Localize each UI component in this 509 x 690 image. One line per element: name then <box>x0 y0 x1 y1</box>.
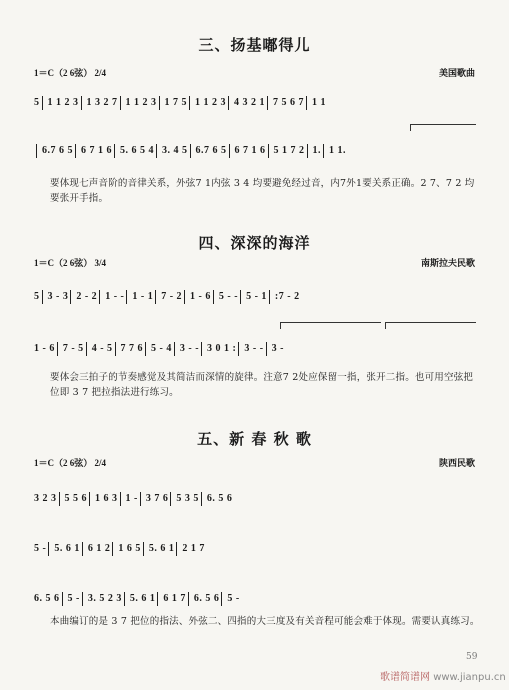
measure: 6 7 1 6 <box>81 145 112 157</box>
measure: 5 - - <box>218 291 239 303</box>
measure: 3 7 6 <box>145 493 169 505</box>
barline <box>201 492 202 506</box>
barline <box>306 96 307 110</box>
key-signature <box>34 256 106 269</box>
volta-bracket <box>280 322 381 329</box>
barline <box>42 290 43 304</box>
barline <box>323 144 324 158</box>
barline <box>267 96 268 110</box>
key-signature <box>34 66 106 79</box>
barline <box>75 144 76 158</box>
measure: 1 6 3 <box>95 493 118 505</box>
measure: 3 - - <box>244 343 264 355</box>
measure: 5 - 1 <box>246 291 267 303</box>
barline <box>59 492 60 506</box>
notation-line <box>34 144 480 158</box>
barline <box>89 492 90 506</box>
barline <box>268 144 269 158</box>
measure: 1. <box>312 145 321 157</box>
song-origin: 陕西民歌 <box>438 459 475 469</box>
barline <box>266 342 267 356</box>
volta-bracket <box>385 322 476 329</box>
measure: 2 - 2 <box>76 291 98 303</box>
time-signature: 3/4 <box>94 258 107 268</box>
measure: 5 3 5 <box>176 493 199 505</box>
notation-line <box>34 342 480 356</box>
barline <box>307 144 308 158</box>
measure: 7 - 5 <box>62 343 84 355</box>
measure: 5. 6 1 <box>54 543 80 555</box>
song-origin: 南斯拉夫民歌 <box>420 259 475 269</box>
measure: 1 - 6 <box>34 343 55 355</box>
barline <box>190 144 191 158</box>
key-text: 1＝C（2 6弦） <box>34 68 93 78</box>
measure: 5. 6 5 4 <box>120 145 154 157</box>
barline <box>62 592 63 606</box>
barline <box>189 96 190 110</box>
barline <box>143 542 144 556</box>
measure: 5. 6 1 <box>148 543 175 555</box>
measure: 3. 4 5 <box>162 145 188 157</box>
notation-line <box>34 542 480 556</box>
barline <box>120 492 121 506</box>
measure: 1 1 2 3 <box>125 97 157 109</box>
barline <box>238 342 239 356</box>
barline <box>114 144 115 158</box>
barline <box>82 592 83 606</box>
measure: 1 1 <box>312 97 326 109</box>
barline <box>155 290 156 304</box>
page-number: 59 <box>466 652 478 662</box>
measure: 6. 5 6 <box>34 593 60 605</box>
barline <box>112 542 113 556</box>
watermark-url: www.jianpu.cn <box>433 672 506 683</box>
measure: 3 - 3 <box>47 291 69 303</box>
measure: 1 1 2 3 <box>47 97 79 109</box>
song-title: 五、新 春 秋 歌 <box>197 430 312 448</box>
measure: 1 - 1 <box>132 291 154 303</box>
measure: 1 - <box>125 493 138 505</box>
barline <box>70 290 71 304</box>
measure: 4 - 5 <box>91 343 113 355</box>
measure: 5 1 7 2 <box>273 145 305 157</box>
measure: 1 - - <box>105 291 125 303</box>
barline <box>120 96 121 110</box>
measure: 3 2 3 <box>34 493 57 505</box>
barline <box>221 592 222 606</box>
notation-line <box>34 492 480 506</box>
measure: 6. 5 6 <box>193 593 220 605</box>
barline <box>140 492 141 506</box>
measure: 3 - <box>271 343 284 355</box>
measure: 5 <box>34 291 40 303</box>
measure: 3 0 1 : <box>207 343 237 355</box>
measure: 6 1 7 <box>163 593 186 605</box>
practice-note: 本曲编订的是 3 7 把位的指法、外弦二、四指的大三度及有关音程可能会难于体现。需要认真练习。 <box>50 616 480 627</box>
barline <box>82 542 83 556</box>
practice-note: 要体会三拍子的节奏感觉及其简洁而深情的旋律。注意7 2处应保留一指，张开二指。也可用空弦把位即 3 7 把拉指法进行练习。 <box>50 372 474 398</box>
barline <box>174 342 175 356</box>
time-signature: 2/4 <box>94 458 107 468</box>
barline <box>170 492 171 506</box>
measure: 2 1 7 <box>182 543 205 555</box>
measure: 6 7 1 6 <box>234 145 266 157</box>
key-signature <box>34 456 106 469</box>
song-title: 四、深深的海洋 <box>198 234 311 252</box>
measure: 7 7 6 <box>120 343 144 355</box>
measure: :7 - 2 <box>274 291 300 303</box>
measure: 5 - <box>67 593 80 605</box>
measure: 5. 6 1 <box>129 593 156 605</box>
measure: 6. 5 6 <box>206 493 233 505</box>
barline <box>86 342 87 356</box>
watermark-cn: 歌谱简谱网 <box>380 672 430 683</box>
barline <box>145 342 146 356</box>
barline <box>159 96 160 110</box>
measure: 3. 5 2 3 <box>87 593 122 605</box>
barline <box>115 342 116 356</box>
measure: 1 3 2 7 <box>86 97 118 109</box>
measure: 1 7 5 <box>164 97 187 109</box>
barline <box>213 290 214 304</box>
barline <box>229 144 230 158</box>
measure: 1 1 2 3 <box>195 97 226 109</box>
measure: 5 5 6 <box>64 493 87 505</box>
barline <box>228 96 229 110</box>
time-signature: 2/4 <box>94 68 107 78</box>
measure: 3 - - <box>179 343 200 355</box>
song-title: 三、扬基嘟得儿 <box>198 36 311 54</box>
measure: 5 - 4 <box>151 343 172 355</box>
measure: 1 1. <box>329 145 346 157</box>
measure: 5 <box>34 97 40 109</box>
site-watermark <box>380 668 506 683</box>
barline <box>124 592 125 606</box>
measure: 4 3 2 1 <box>234 97 265 109</box>
barline <box>81 96 82 110</box>
measure: 7 5 6 7 <box>273 97 304 109</box>
measure: 6.7 6 5 <box>195 145 227 157</box>
measure: 6.7 6 5 <box>42 145 73 157</box>
practice-note: 要体现七声音阶的音律关系，外弦7 1内弦 3 4 均要避免经过音，内7外1要关系正确。2 7、7 2 均要张开手指。 <box>50 178 475 204</box>
key-text: 1＝C（2 6弦） <box>34 258 93 268</box>
measure: 1 6 5 <box>118 543 141 555</box>
barline <box>57 342 58 356</box>
barline <box>201 342 202 356</box>
barline <box>48 542 49 556</box>
barline <box>269 290 270 304</box>
volta-bracket <box>410 124 476 131</box>
barline <box>126 290 127 304</box>
barline <box>99 290 100 304</box>
barline <box>176 542 177 556</box>
measure: 6 1 2 <box>87 543 111 555</box>
barline <box>184 290 185 304</box>
barline <box>156 144 157 158</box>
measure: 7 - 2 <box>161 291 183 303</box>
measure: 5 - <box>227 593 240 605</box>
notation-line <box>34 96 480 110</box>
barline <box>157 592 158 606</box>
repeat-barline <box>36 144 37 158</box>
key-text: 1＝C（2 6弦） <box>34 458 93 468</box>
measure: 5 - <box>34 543 47 555</box>
notation-line <box>34 290 480 304</box>
song-origin: 美国歌曲 <box>438 69 475 79</box>
barline <box>42 96 43 110</box>
barline <box>188 592 189 606</box>
notation-line <box>34 592 480 606</box>
measure: 1 - 6 <box>190 291 211 303</box>
barline <box>240 290 241 304</box>
